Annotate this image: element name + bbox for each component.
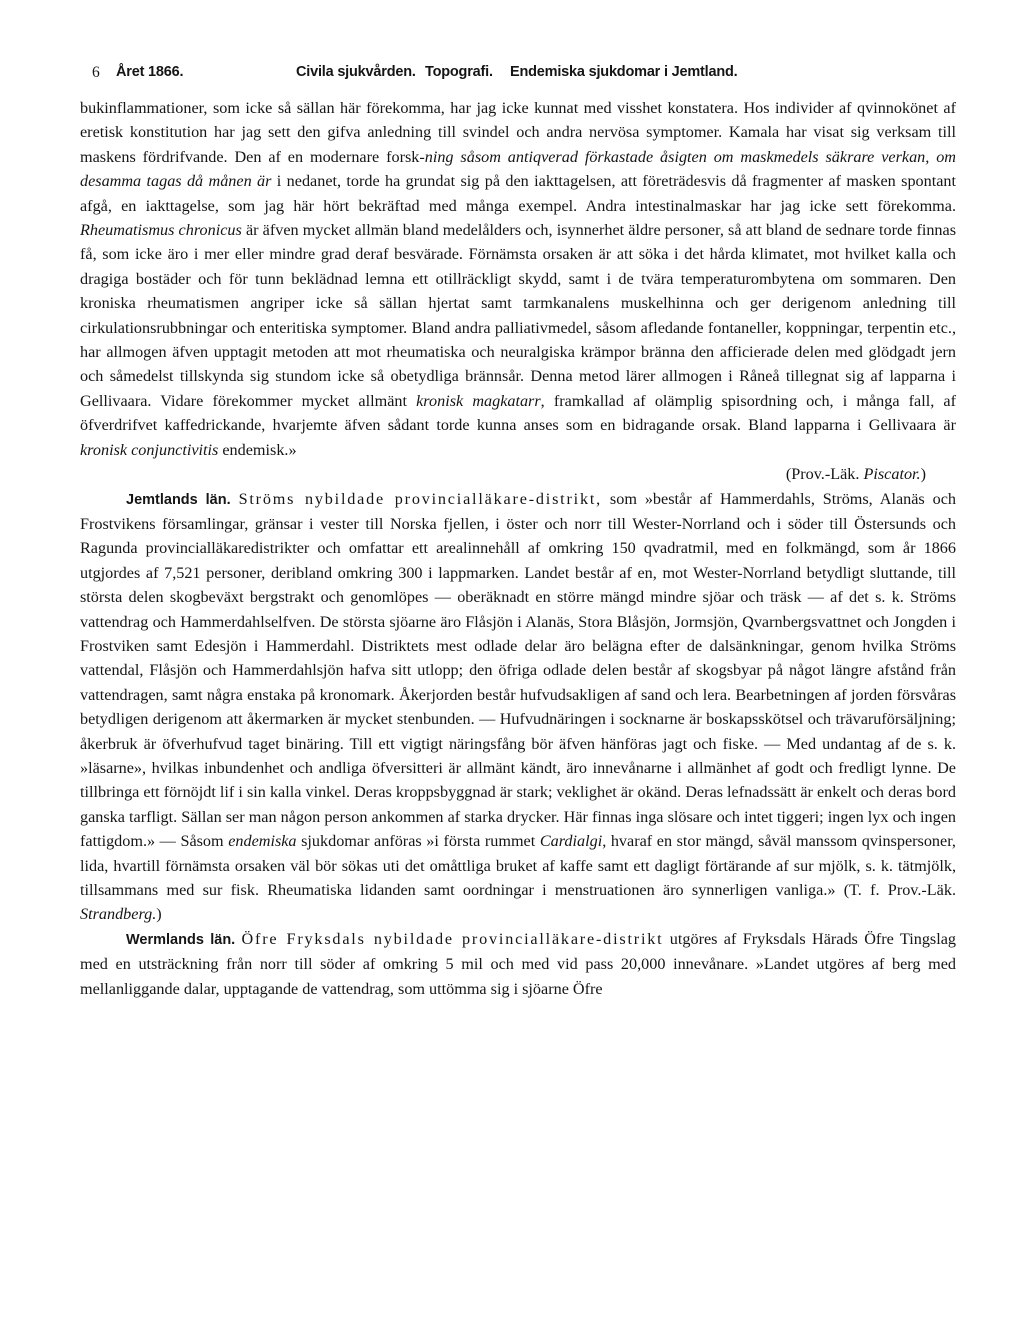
text-run: endemisk.» xyxy=(218,440,297,459)
text-run: , hvaraf en stor mängd, såväl manssom qvinspersoner, lida, hvartill förnämsta orsaken väl bör sökas uti det omåttliga bruket af kaffe samt ett dagligt förtärande af sur mjölk, s. k. tätmjölk, tillsammans med sur fisk. Rheumatiska lidanden samt oordningar i menstruationen äro synnerligen vanliga.» (T. f. Prov.-Läk. xyxy=(80,832,956,899)
paragraph-wermland xyxy=(80,927,956,1001)
text-run: , framkallad af olämplig spisordning och, i många fall, af öfverdrifvet kaffedrickande, hvarjemte äfven sådant torde kunna anses som en bidragande orsak. Bland lapparna i Gellivaara är xyxy=(80,391,956,435)
page-number: 6 xyxy=(92,64,100,81)
county-heading-wermland: Wermlands län. xyxy=(126,931,236,948)
running-head-section-civila: Civila sjukvården. xyxy=(296,64,416,80)
italic-term-conjunctivitis: kronisk conjunctivitis xyxy=(80,440,219,459)
district-name-fryksdal: Öfre Fryksdals nybildade provincialläkare-distrikt xyxy=(241,929,664,948)
signature-piscator xyxy=(80,462,956,486)
signature-suffix: ) xyxy=(920,465,926,484)
text-run: är äfven mycket allmän bland medelålders och, isynnerhet äldre personer, så att bland de sednare torde finnas få, som icke äro i mer eller mindre grad deraf besvärade. Förnämsta orsaken är att söka i det hårda klimatet, mot hvilket kalla och dragiga bostäder och för tunn beklädnad lemna ett otillräckligt skydd, samt i de tvära temperaturombytena om sommaren. Den kroniska rheumatismen angriper icke så sällan hjertat samt tarmkanalens muskelhinna och ger derigenom anledning till cirkulationsrubbningar och enteritiska symptomer. Bland andra palliativmedel, såsom afledande fontaneller, koppningar, terpentin etc., har allmogen äfven upptagit metoden att mot rheumatiska och neuralgiska krämpor bränna den afficierade delen med glödgadt jern och såmedelst tillskynda sig stundom icke så obetydliga brännsår. Denna metod lärer allmogen i Råneå tillegnat sig af lapparna i Gellivaara. Vidare förekommer mycket allmänt xyxy=(80,221,957,410)
running-head xyxy=(80,62,956,86)
paragraph-jemtland xyxy=(80,487,956,927)
document-page xyxy=(80,62,956,1001)
signature-prefix: (Prov.-Läk. xyxy=(785,465,864,484)
district-name-strom: Ströms nybildade provincialläkare-distrikt, xyxy=(238,489,602,508)
county-heading-jemtland: Jemtlands län. xyxy=(126,491,231,508)
italic-term-endemiska: endemiska xyxy=(228,832,297,851)
italic-term-cardialgi: Cardialgi xyxy=(539,832,603,851)
italic-term-rheumatismus: Rheumatismus chronicus xyxy=(80,221,242,240)
running-head-section-endemiska: Endemiska sjukdomar i Jemtland. xyxy=(510,64,738,80)
body-text xyxy=(80,96,956,1001)
running-head-section-topografi: Topografi. xyxy=(425,64,493,80)
text-run: utgöres af Fryksdals Härads Öfre Tingslag med en utsträckning från norr till söder af omkring 5 mil och med vid pass 20,000 innevånare. »Landet utgöres af berg med mellanliggande dalar, upptagande de vattendrag, som uttömma sig i sjöarne Öfre xyxy=(80,929,956,998)
signature-name: Piscator. xyxy=(863,465,921,484)
italic-run: ning såsom antiqverad förkastade åsigten om maskmedels säkrare verkan, om desamma tagas då månen är xyxy=(80,147,957,191)
italic-term-magkatarr: kronisk magkatarr xyxy=(416,391,541,410)
running-head-year: Året 1866. xyxy=(116,64,184,80)
text-run: i nedanet, torde ha grundat sig på den iakttagelsen, att företrädesvis då fragmenter af masken spontant afgå, en iakttagelse, som jag här hört bekräftad med många exempel. Andra intestinalmaskar har jag icke sett förekomma. xyxy=(80,172,957,215)
text-run: bukinflammationer, som icke så sällan här förekomma, har jag icke kunnat med visshet konstatera. Hos individer af qvinnokönet af eretisk konstitution har jag sett den gifva anledning till svindel och andra nervösa symptomer. Kamala har visat sig verksam till maskens fördrifvande. Den af en modernare forsk- xyxy=(80,99,956,166)
paragraph-continuation xyxy=(80,96,956,462)
signature-name-strandberg: Strandberg. xyxy=(80,905,157,924)
text-run: som »består af Hammerdahls, Ströms, Alanäs och Frostvikens församlingar, gränsar i vester till Norska fjellen, i öster och norr till Wester-Norrland och i söder till Östersunds och Ragunda provincialläkaredistrikter och omfattar ett arealinnehåll af omkring 150 qvadratmil, med en folkmängd, som år 1866 utgjordes af 7,521 personer, deribland omkring 300 i lappmarken. Landet består af en, mot Wester-Norrland betydligt sluttande, till största delen skogbeväxt bergstrakt och genomlöpes — oberäknadt en större mängd mindre sjöar och träsk — af det s. k. Ströms vattendrag och Hammerdahlselfven. De största sjöarne äro Flåsjön i Alanäs, Stora Blåsjön, Jormsjön, Qvarnbergsvattnet och Jongden i Frostviken samt Edesjön i Hammerdahl. Distriktets mest odlade delar äro belägna efter de dalsänkningar, genom hvilka Ströms vattendal, Flåsjön och Hammerdahlsjön hafva sitt utlopp; den öfriga odlade delen består af skogsbyar på något längre afstånd från vattendragen, samt några enstaka på kronomark. Åkerjorden består hufvudsakligen af sand och lera. Bearbetningen af jorden försvåras betydligen derigenom att åkermarken är mycket stenbunden. — Hufvudnäringen i socknarne är boskapsskötsel och trävaruförsäljning; åkerbruk är öfverhufvud taget binäring. Till ett vigtigt näringsfång bör äfven hänföras jagt och fiske. — Med undantag af de s. k. »läsarne», hvilkas inbundenhet och andliga öfversitteri är allmänt kändt, äro innevånarne i allmänhet af godt och fredligt lynne. De tillbringa ett förnöjdt lif i sin kalla vinkel. Deras kroppsbyggnad är stark; veklighet är okänd. Deras lefnadssätt är enkelt och deras bord ganska tarfligt. Sällan ser man någon person ankommen af starka drycker. Här finnas inga slösare och intet tiggeri; ingen lyx och ingen fattigdom.» — Såsom xyxy=(80,489,957,851)
text-run: ) xyxy=(156,905,162,924)
text-run: sjukdomar anföras »i första rummet xyxy=(296,832,540,851)
